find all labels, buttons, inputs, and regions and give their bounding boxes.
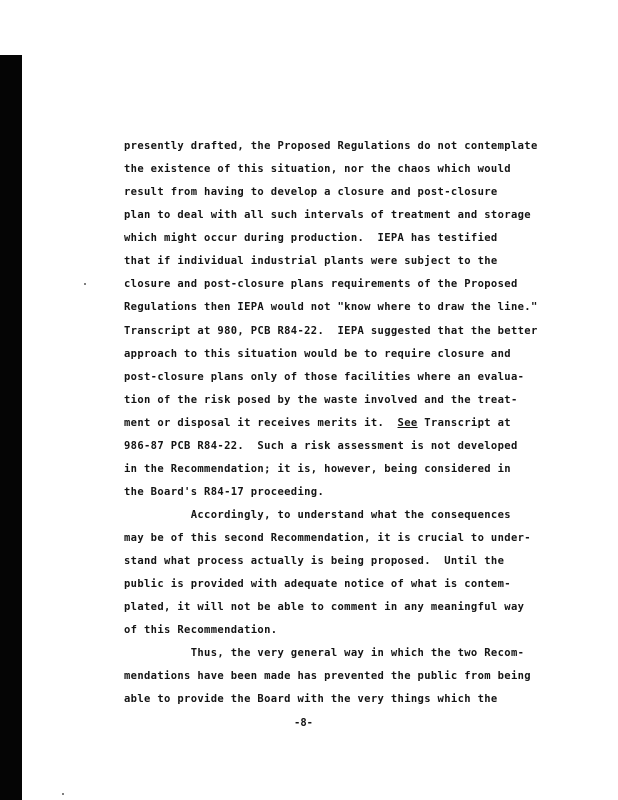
text-line: Transcript at 980, PCB R84-22. IEPA suggested that the better <box>124 325 538 337</box>
text-line: may be of this second Recommendation, it is crucial to under- <box>124 532 531 544</box>
text-line: that if individual industrial plants were subject to the <box>124 255 498 267</box>
text-line: 986-87 PCB R84-22. Such a risk assessment is not developed <box>124 440 518 452</box>
text-line: presently drafted, the Proposed Regulations do not contemplate <box>124 140 538 152</box>
text-line: in the Recommendation; it is, however, being considered in <box>124 463 511 475</box>
text-line: able to provide the Board with the very things which the <box>124 693 498 705</box>
text-line: result from having to develop a closure and post-closure <box>124 186 498 198</box>
text-line: Accordingly, to understand what the consequences <box>124 509 511 521</box>
text-line: post-closure plans only of those facilities where an evalua- <box>124 371 525 383</box>
text-line: which might occur during production. IEPA has testified <box>124 232 498 244</box>
text-line: the Board's R84-17 proceeding. <box>124 486 325 498</box>
text-line: closure and post-closure plans requirements of the Proposed <box>124 278 518 290</box>
text-segment: Transcript at <box>417 417 511 429</box>
text-line: plan to deal with all such intervals of treatment and storage <box>124 209 531 221</box>
text-line: Regulations then IEPA would not "know where to draw the line." <box>124 301 538 313</box>
text-line: of this Recommendation. <box>124 624 278 636</box>
page-number: -8- <box>294 717 313 729</box>
text-line: the existence of this situation, nor the chaos which would <box>124 163 511 175</box>
text-line: stand what process actually is being proposed. Until the <box>124 555 505 567</box>
text-line: mendations have been made has prevented the public from being <box>124 670 531 682</box>
text-line: tion of the risk posed by the waste involved and the treat- <box>124 394 518 406</box>
text-segment: ment or disposal it receives merits it. <box>124 417 398 429</box>
text-line: Thus, the very general way in which the two Recom- <box>124 647 525 659</box>
see-signal: See <box>397 417 418 429</box>
text-line-with-citation <box>124 417 511 430</box>
text-line: approach to this situation would be to require closure and <box>124 348 511 360</box>
text-line: plated, it will not be able to comment in any meaningful way <box>124 601 525 613</box>
text-line: public is provided with adequate notice of what is contem- <box>124 578 511 590</box>
